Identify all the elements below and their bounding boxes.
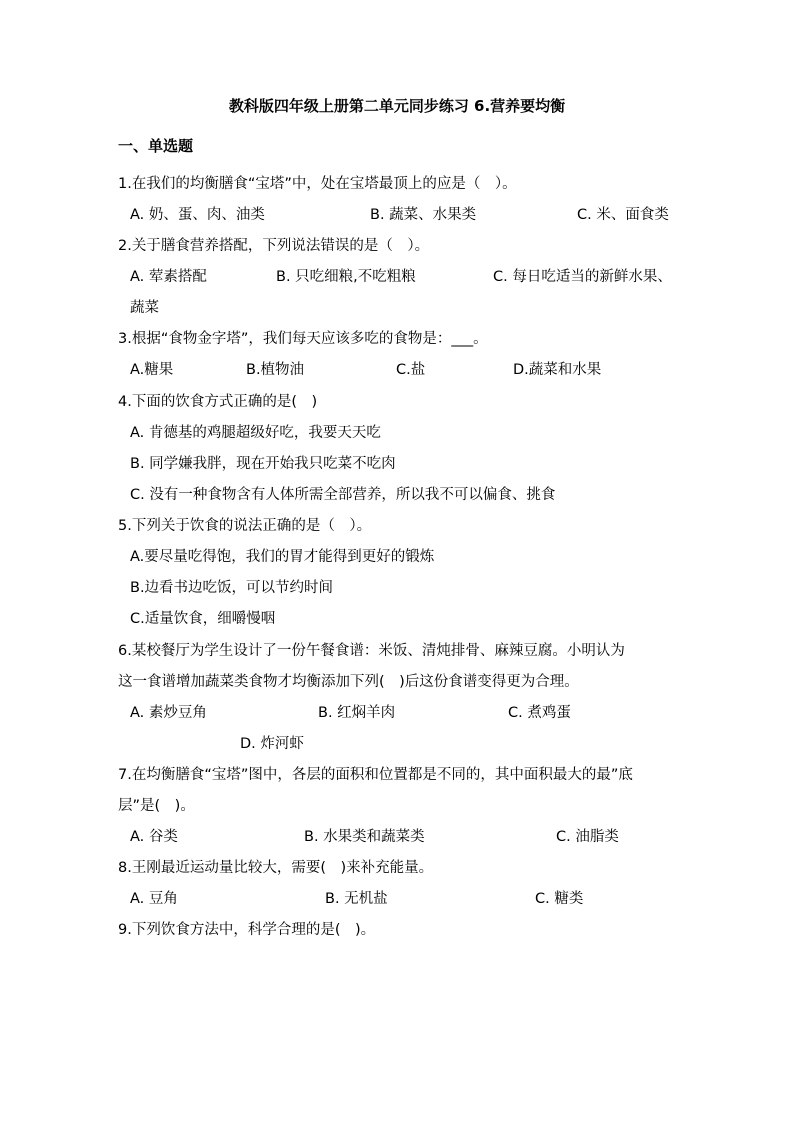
question-7-continued: 层”是( )。 bbox=[118, 798, 195, 814]
section-heading: 一、单选题 bbox=[118, 137, 194, 155]
question-7: 7.在均衡膳食“宝塔”图中，各层的面积和位置都是不同的，其中面积最大的最”底 bbox=[118, 767, 633, 783]
question-3: 3.根据“食物金字塔”，我们每天应该多吃的食物是：___。 bbox=[118, 331, 488, 347]
question-6: 6.某校餐厅为学生设计了一份午餐食谱：米饭、清炖排骨、麻辣豆腐。小明认为 bbox=[118, 643, 625, 659]
q5-option-c: C.适量饮食，细嚼慢咽 bbox=[130, 611, 276, 627]
q8-option-a: A. 豆角 bbox=[130, 891, 178, 907]
q3-option-d: D.蔬菜和水果 bbox=[513, 362, 602, 378]
q6-option-b: B. 红焖羊肉 bbox=[318, 705, 396, 721]
question-9: 9.下列饮食方法中，科学合理的是( )。 bbox=[118, 922, 376, 938]
question-6-continued: 这一食谱增加蔬菜类食物才均衡添加下列( )后这份食谱变得更为合理。 bbox=[118, 674, 579, 690]
document-title: 教科版四年级上册第二单元同步练习 6.营养要均衡 bbox=[228, 97, 566, 115]
question-5: 5.下列关于饮食的说法正确的是（ ）。 bbox=[118, 518, 372, 534]
q6-option-d: D. 炸河虾 bbox=[240, 736, 304, 752]
q7-option-a: A. 谷类 bbox=[130, 829, 178, 845]
q5-option-b: B.边看书边吃饭，可以节约时间 bbox=[130, 580, 334, 596]
q6-option-c: C. 煮鸡蛋 bbox=[508, 705, 571, 721]
q3-option-a: A.糖果 bbox=[130, 362, 174, 378]
question-4: 4.下面的饮食方式正确的是( ) bbox=[118, 394, 318, 410]
q8-option-b: B. 无机盐 bbox=[325, 891, 388, 907]
q4-option-b: B. 同学嫌我胖，现在开始我只吃菜不吃肉 bbox=[130, 456, 396, 472]
q6-option-a: A. 素炒豆角 bbox=[130, 705, 207, 721]
q2-option-b: B. 只吃细粮,不吃粗粮 bbox=[276, 269, 416, 285]
q2-option-a: A. 荤素搭配 bbox=[130, 269, 207, 285]
question-1: 1.在我们的均衡膳食“宝塔”中，处在宝塔最顶上的应是（ ）。 bbox=[118, 176, 517, 192]
q8-option-c: C. 糖类 bbox=[535, 891, 584, 907]
q1-option-a: A. 奶、蛋、肉、油类 bbox=[130, 207, 265, 223]
question-2: 2.关于膳食营养搭配，下列说法错误的是（ ）。 bbox=[118, 238, 430, 254]
q2-option-c: C. 每日吃适当的新鲜水果、 bbox=[493, 269, 672, 285]
q4-option-c: C. 没有一种食物含有人体所需全部营养，所以我不可以偏食、挑食 bbox=[130, 487, 556, 503]
q3-option-b: B.植物油 bbox=[246, 362, 305, 378]
q1-option-c: C. 米、面食类 bbox=[577, 207, 669, 223]
q4-option-a: A. 肯德基的鸡腿超级好吃，我要天天吃 bbox=[130, 425, 381, 441]
q7-option-c: C. 油脂类 bbox=[556, 829, 619, 845]
q3-option-c: C.盐 bbox=[396, 362, 426, 378]
q2-option-c-continued: 蔬菜 bbox=[130, 300, 159, 316]
q5-option-a: A.要尽量吃得饱，我们的胃才能得到更好的锻炼 bbox=[130, 549, 435, 565]
q1-option-b: B. 蔬菜、水果类 bbox=[370, 207, 477, 223]
question-8: 8.王刚最近运动量比较大，需要( )来补充能量。 bbox=[118, 860, 434, 876]
q7-option-b: B. 水果类和蔬菜类 bbox=[304, 829, 425, 845]
